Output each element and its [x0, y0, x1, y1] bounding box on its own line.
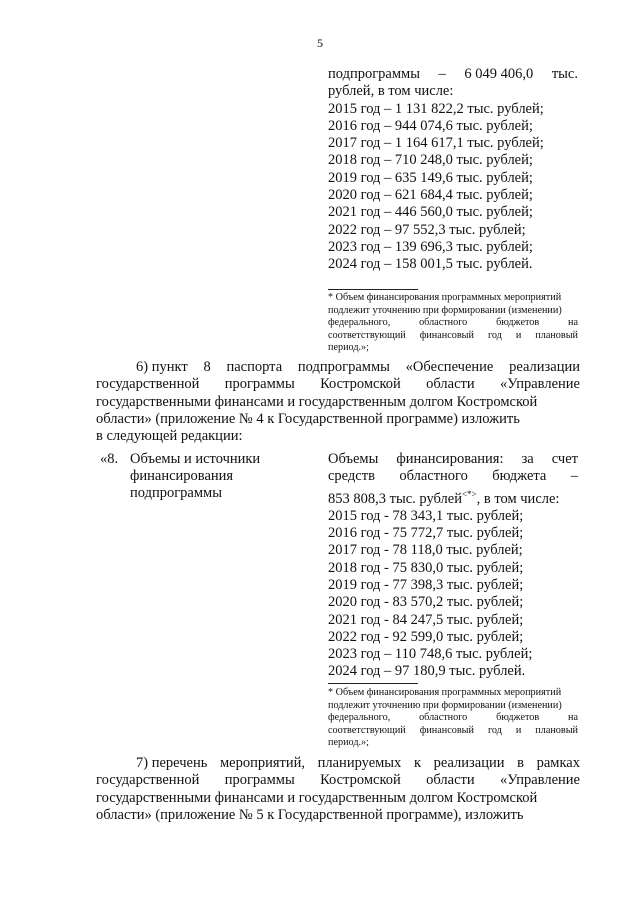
- year-line: 2023 год – 110 748,6 тыс. рублей;: [328, 646, 533, 663]
- year-line: 2022 год - 92 599,0 тыс. рублей;: [328, 628, 524, 645]
- year-line: 2016 год – 944 074,6 тыс. рублей;: [328, 117, 533, 134]
- year-line: 2022 год – 97 552,3 тыс. рублей;: [328, 221, 526, 238]
- year-line: 2018 год - 75 830,0 тыс. рублей;: [328, 559, 524, 576]
- total-amount-line: 853 808,3 тыс. рублей<*>, в том числе:: [328, 488, 560, 507]
- year-line: 2016 год - 75 772,7 тыс. рублей;: [328, 525, 524, 542]
- year-line: 2015 год - 78 343,1 тыс. рублей;: [328, 507, 524, 524]
- year-line: 2023 год – 139 696,3 тыс. рублей;: [328, 238, 533, 255]
- document-page: 5 подпрограммы – 6 049 406,0 тыс. рублей, в том числе: 2015 год – 1 131 822,2 тыс. рублей; 2016 год – 944 074,6 тыс. рублей; 2017 год – 1 164 617,1 тыс. рублей; 2018 год – 710 248,0 тыс. рублей; 2019 год – 635 149,6 тыс. рублей; 2020 год – 621 684,4 тыс. рублей; 2021 год – 446 560,0 тыс. рублей; 2022 год – 97 552,3 тыс. рублей; 2023 год – 139 696,3 тыс. рублей; 2024 год – 158 001,5 тыс. рублей. * Объем финансирования программных мероприятий подлежит уточнению при формировании (изменении) федерального, областного бюджетов на соответствующий финансовый год и плановый период.»; 6) пункт 8 паспорта подпрограммы «Обеспечение реализации государственной программы Костромской области «Управление государственными финансами и государственным долгом Костромской области» (приложение № 4 к Государственной программе) изложить в следующей редакции: «8. Объемы и источники финансирования подпрограммы Объемы финансирования: за счет средств областного бюджета – 853 808,3 тыс. рублей<*>, в том числе: 2015 год - 78 343,1 тыс. рублей; 2016 год - 75 772,7 тыс. рублей; 2017 год - 78 118,0 тыс. рублей; 2018 год - 75 830,0 тыс. рублей; 2019 год - 77 398,3 тыс. рублей; 2020 год - 83 570,2 тыс. рублей; 2021 год - 84 247,5 тыс. рублей; 2022 год - 92 599,0 тыс. рублей; 2023 год – 110 748,6 тыс. рублей; 2024 год – 97 180,9 тыс. рублей. * Объем финансирования программных мероприятий подлежит уточнению при формировании (изменении) федерального, областного бюджетов на соответствующий финансовый год и плановый период.»; 7) перечень мероприятий, планируемых к реализации в рамках государственной программы Костромской области «Управление государственными финансами и государственным долгом Костромской области» (приложение № 5 к Государственной программе), изложить: [0, 0, 640, 900]
- year-line: 2018 год – 710 248,0 тыс. рублей;: [328, 152, 533, 169]
- year-line: 2021 год – 446 560,0 тыс. рублей;: [328, 204, 533, 221]
- footnote-2: * Объем финансирования программных мероприятий подлежит уточнению при формировании (изменении) федерального, областного бюджетов на соответствующий финансовый год и плановый период.»;: [328, 687, 578, 748]
- year-line: 2015 год – 1 131 822,2 тыс. рублей;: [328, 100, 544, 117]
- year-line: 2017 год – 1 164 617,1 тыс. рублей;: [328, 135, 544, 152]
- year-line: 2019 год – 635 149,6 тыс. рублей;: [328, 169, 533, 186]
- year-line: 2020 год – 621 684,4 тыс. рублей;: [328, 187, 533, 204]
- paragraph-7: 7) перечень мероприятий, планируемых к реализации в рамках государственной программы Костромской области «Управление государственными финансами и государственным долгом Костромской области» (приложение № 5 к Государственной программе), изложить: [96, 755, 580, 823]
- item-number: «8.: [100, 451, 119, 467]
- year-line: 2024 год – 158 001,5 тыс. рублей.: [328, 256, 533, 273]
- footnote-rule: [328, 683, 418, 684]
- year-line: 2020 год - 83 570,2 тыс. рублей;: [328, 594, 524, 611]
- page-number: 5: [317, 36, 323, 50]
- footnote-rule: [328, 289, 418, 290]
- top-line-1: подпрограммы – 6 049 406,0 тыс.: [328, 66, 578, 82]
- year-line: 2021 год - 84 247,5 тыс. рублей;: [328, 611, 524, 628]
- year-line: 2024 год – 97 180,9 тыс. рублей.: [328, 663, 526, 680]
- item-8-financing-block: Объемы финансирования: за счет средств областного бюджета – 853 808,3 тыс. рублей<*>, в том числе: 2015 год - 78 343,1 тыс. рублей; 2016 год - 75 772,7 тыс. рублей; 2017 год - 78 118,0 тыс. рублей; 2018 год - 75 830,0 тыс. рублей; 2019 год - 77 398,3 тыс. рублей; 2020 год - 83 570,2 тыс. рублей; 2021 год - 84 247,5 тыс. рублей; 2022 год - 92 599,0 тыс. рублей; 2023 год – 110 748,6 тыс. рублей; 2024 год – 97 180,9 тыс. рублей.: [328, 451, 578, 680]
- top-financing-block: [328, 66, 578, 274]
- paragraph-6: 6) пункт 8 паспорта подпрограммы «Обеспечение реализации государственной программы Костромской области «Управление государственными финансами и государственным долгом Костромской области» (приложение № 4 к Государственной программе) изложить в следующей редакции:: [96, 359, 580, 445]
- footnote-marker: <*>: [461, 488, 477, 499]
- top-line-2: рублей, в том числе:: [328, 83, 454, 100]
- year-line: 2017 год - 78 118,0 тыс. рублей;: [328, 542, 523, 559]
- year-line: 2019 год - 77 398,3 тыс. рублей;: [328, 576, 524, 593]
- footnote-1: * Объем финансирования программных мероприятий подлежит уточнению при формировании (изменении) федерального, областного бюджетов на соответствующий финансовый год и плановый период.»;: [328, 292, 578, 353]
